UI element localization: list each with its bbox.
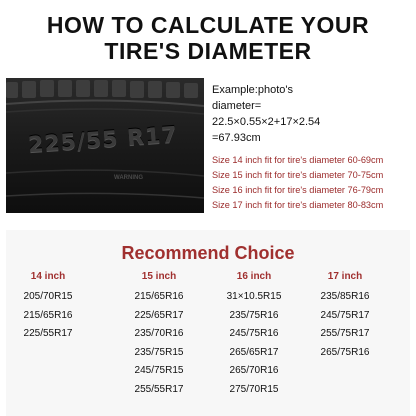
recommend-column-16-inch <box>209 270 299 401</box>
tire-size-item: 255/75R17 <box>320 328 370 339</box>
recommend-title: Recommend Choice <box>121 243 295 263</box>
tire-size-marking: 225/55 R17 <box>27 122 179 159</box>
tire-size-item: 235/75R16 <box>229 309 279 321</box>
tire-size-item: 245/75R15 <box>134 365 184 376</box>
tire-size-item: 31×10.5R15 <box>226 291 282 302</box>
tire-warning-marking: WARNING <box>114 175 143 181</box>
example-line-2: diameter= <box>212 100 262 112</box>
column-header: 17 inch <box>327 271 363 282</box>
example-line-3: 22.5×0.55×2+17×2.54 <box>212 116 321 128</box>
size-fit-item: Size 16 inch fit for tire's diameter 76-79cm <box>212 185 384 195</box>
tire-size-item: 235/85R16 <box>320 291 370 302</box>
tire-size-item: 225/65R17 <box>134 309 184 321</box>
size-fit-list <box>212 153 383 213</box>
tire-photo <box>6 78 204 213</box>
tire-size-item: 245/75R17 <box>320 309 370 321</box>
tire-size-item: 225/55R17 <box>23 328 73 339</box>
tire-size-item: 265/70R16 <box>229 365 279 376</box>
column-header: 14 inch <box>30 271 66 282</box>
example-calculation <box>212 82 320 146</box>
tire-size-item: 255/55R17 <box>134 383 184 395</box>
tire-size-item: 275/70R15 <box>229 383 279 395</box>
tire-size-item: 235/75R15 <box>134 346 184 358</box>
tire-size-item: 205/70R15 <box>23 291 73 302</box>
page-title-line-1: HOW TO CALCULATE YOUR <box>46 12 370 38</box>
example-line-4: =67.93cm <box>212 132 261 144</box>
size-fit-item: Size 17 inch fit for tire's diameter 80-83cm <box>212 200 384 210</box>
recommend-column-14-inch <box>3 270 93 346</box>
page-title-line-2: TIRE'S DIAMETER <box>104 38 312 64</box>
column-header: 15 inch <box>141 271 177 282</box>
recommend-column-15-inch <box>114 270 204 401</box>
example-line-1: Example:photo's <box>212 84 293 96</box>
tire-size-item: 215/65R16 <box>134 291 184 302</box>
tire-size-item: 265/65R17 <box>229 346 279 358</box>
tire-size-item: 215/65R16 <box>23 309 73 321</box>
size-fit-item: Size 15 inch fit for tire's diameter 70-75cm <box>212 170 384 180</box>
tire-size-item: 235/70R16 <box>134 328 184 339</box>
recommend-column-17-inch <box>300 270 390 364</box>
column-header: 16 inch <box>236 271 272 282</box>
size-fit-item: Size 14 inch fit for tire's diameter 60-69cm <box>212 155 384 165</box>
tire-size-item: 265/75R16 <box>320 346 370 358</box>
tire-size-item: 245/75R16 <box>229 328 279 339</box>
